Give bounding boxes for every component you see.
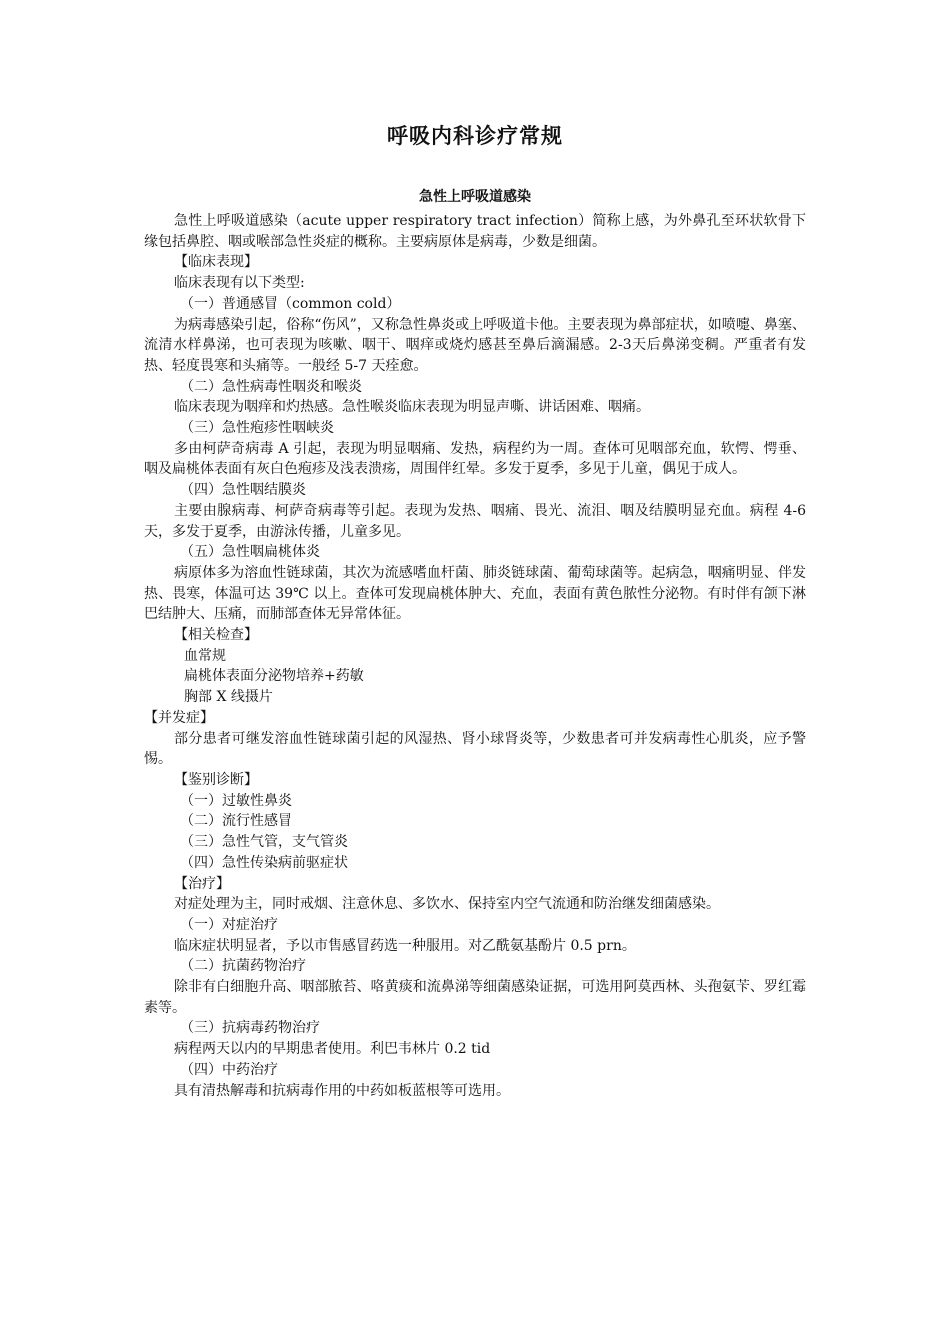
exam-item: 扁桃体表面分泌物培养+药敏 bbox=[184, 668, 364, 685]
clinical-type-text: 主要由腺病毒、柯萨奇病毒等引起。表现为发热、咽痛、畏光、流泪、咽及结膜明显充血。病程 4-6 天，多发于夏季，由游泳传播，儿童多见。 bbox=[144, 502, 806, 540]
clinical-type-text: 病原体多为溶血性链球菌，其次为流感嗜血杆菌、肺炎链球菌、葡萄球菌等。起病急，咽痛明显、伴发热、畏寒，体温可达 39℃ 以上。查体可发现扁桃体肿大、充血，表面有黄色脓性分泌物。有时伴有颌下淋巴结肿大、压痛，而肺部查体无异常体征。 bbox=[144, 564, 806, 623]
differential-heading: 【鉴别诊断】 bbox=[174, 771, 258, 788]
treatment-item-text: 病程两天以内的早期患者使用。利巴韦林片 0.2 tid bbox=[174, 1041, 491, 1058]
exam-item: 胸部 X 线摄片 bbox=[184, 689, 273, 706]
clinical-type-title: （三）急性疱疹性咽峡炎 bbox=[180, 420, 334, 437]
clinical-type-text: 为病毒感染引起，俗称“伤风”，又称急性鼻炎或上呼吸道卡他。主要表现为鼻部症状，如喷嚏、鼻塞、流清水样鼻涕，也可表现为咳嗽、咽干、咽痒或烧灼感甚至鼻后滴漏感。2-3天后鼻涕变稠。严重者有发热、轻度畏寒和头痛等。一般经 5-7 天痊愈。 bbox=[144, 316, 806, 374]
treatment-item-text: 临床症状明显者，予以市售感冒药选一种服用。对乙酰氨基酚片 0.5 prn。 bbox=[174, 937, 636, 954]
clinical-type-title: （二）急性病毒性咽炎和喉炎 bbox=[180, 378, 362, 395]
exam-item: 血常规 bbox=[184, 647, 226, 664]
intro-paragraph: 急性上呼吸道感染（acute upper respiratory tract infection）简称上感，为外鼻孔至环状软骨下缘包括鼻腔、咽或喉部急性炎症的概称。主要病原体是病毒，少数是细菌。 bbox=[144, 213, 806, 250]
treatment-item-title: （二）抗菌药物治疗 bbox=[180, 958, 306, 975]
section-title: 急性上呼吸道感染 bbox=[419, 189, 531, 205]
clinical-type-text: 多由柯萨奇病毒 A 引起，表现为明显咽痛、发热，病程约为一周。查体可见咽部充血，软愕、愕垂、咽及扁桃体表面有灰白色疱疹及浅表溃疡，周围伴红晕。多发于夏季，多见于儿童，偶见于成人。 bbox=[144, 440, 806, 478]
clinical-type-title: （五）急性咽扁桃体炎 bbox=[180, 544, 320, 561]
treatment-lead: 对症处理为主，同时戒烟、注意休息、多饮水、保持室内空气流通和防治继发细菌感染。 bbox=[174, 896, 720, 913]
complications-text: 部分患者可继发溶血性链球菌引起的风湿热、肾小球肾炎等，少数患者可并发病毒性心肌炎，应予警惕。 bbox=[144, 730, 806, 768]
clinical-type-text: 临床表现为咽痒和灼热感。急性喉炎临床表现为明显声嘶、讲话困难、咽痛。 bbox=[174, 399, 650, 416]
document-title: 呼吸内科诊疗常规 bbox=[387, 124, 563, 148]
document-body bbox=[144, 211, 806, 1101]
differential-item: （四）急性传染病前驱症状 bbox=[180, 854, 348, 871]
complications-heading: 【并发症】 bbox=[144, 709, 214, 726]
clinical-heading: 【临床表现】 bbox=[174, 254, 258, 271]
exams-heading: 【相关检查】 bbox=[174, 627, 258, 644]
treatment-item-text: 除非有白细胞升高、咽部脓苔、咯黄痰和流鼻涕等细菌感染证据，可选用阿莫西林、头孢氨苄、罗红霉素等。 bbox=[144, 979, 806, 1016]
differential-item: （一）过敏性鼻炎 bbox=[180, 792, 292, 809]
clinical-lead: 临床表现有以下类型: bbox=[174, 275, 305, 292]
treatment-item-title: （四）中药治疗 bbox=[180, 1061, 278, 1078]
treatment-heading: 【治疗】 bbox=[174, 875, 230, 892]
treatment-item-title: （一）对症治疗 bbox=[180, 916, 278, 933]
treatment-item-text: 具有清热解毒和抗病毒作用的中药如板蓝根等可选用。 bbox=[174, 1082, 510, 1099]
clinical-type-title: （一）普通感冒（common cold） bbox=[180, 295, 401, 312]
differential-item: （二）流行性感冒 bbox=[180, 813, 292, 830]
clinical-type-title: （四）急性咽结膜炎 bbox=[180, 482, 306, 499]
differential-item: （三）急性气管，支气管炎 bbox=[180, 834, 348, 851]
treatment-item-title: （三）抗病毒药物治疗 bbox=[180, 1020, 320, 1037]
